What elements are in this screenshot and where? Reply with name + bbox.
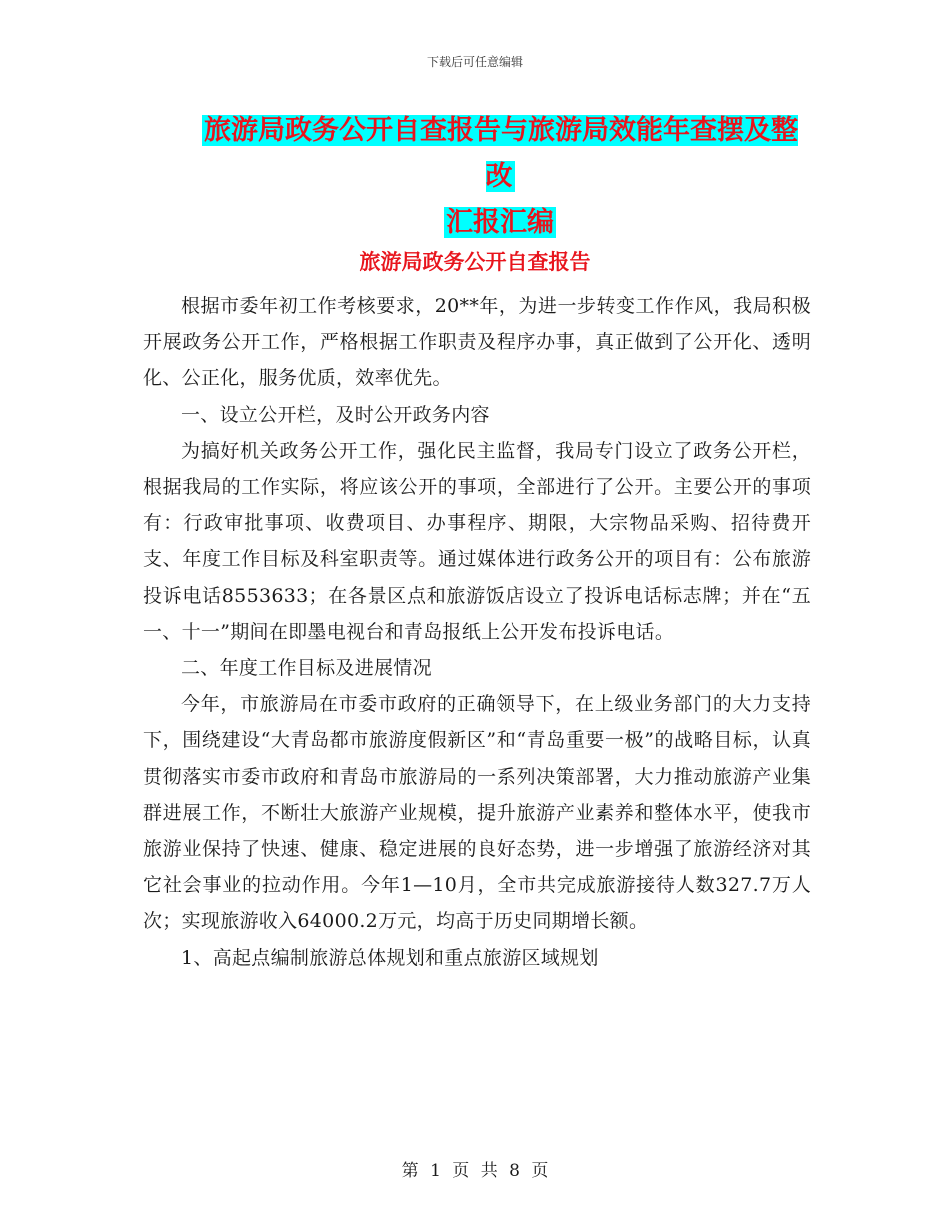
section-heading-2: 二、年度工作目标及进展情况 [181,657,432,680]
section-heading-1: 一、设立公开栏，及时公开政务内容 [181,403,490,426]
body-text [143,288,811,976]
main-title [190,108,810,246]
main-title-line1: 旅游局政务公开自查报告与旅游局效能年查摆及整改 [204,115,798,192]
sub-title: 旅游局政务公开自查报告 [359,250,591,274]
subsection-heading-1: 1、高起点编制旅游总体规划和重点旅游区域规划 [181,946,599,969]
paragraph-disclosure: 为搞好机关政务公开工作，强化民主监督，我局专门设立了政务公开栏，根据我局的工作实际，将应该公开的事项，全部进行了公开。主要公开的事项有：行政审批事项、收费项目、办事程序、期限，大宗物品采购、招待费开支、年度工作目标及科室职责等。通过媒体进行政务公开的项目有：公布旅游投诉电话8553633；在各景区点和旅游饭店设立了投诉电话标志牌；并在“五一、十一”期间在即墨电视台和青岛报纸上公开发布投诉电话。 [143,439,811,643]
main-title-line2: 汇报汇编 [446,207,554,238]
paragraph-progress: 今年，市旅游局在市委市政府的正确领导下，在上级业务部门的大力支持下，围绕建设“大青岛都市旅游度假新区”和“青岛重要一极”的战略目标，认真贯彻落实市委市政府和青岛市旅游局的一系列决策部署，大力推动旅游产业集群进展工作，不断壮大旅游产业规模，提升旅游产业素养和整体水平，使我市旅游业保持了快速、健康、稳定进展的良好态势，进一步增强了旅游经济对其它社会事业的拉动作用。今年1—10月，全市共完成旅游接待人数327.7万人次；实现旅游收入64000.2万元，均高于历史同期增长额。 [143,693,811,933]
page-footer: 第 1 页 共 8 页 [401,1161,549,1181]
header-note: 下载后可任意编辑 [426,55,523,69]
paragraph-intro: 根据市委年初工作考核要求，20**年，为进一步转变工作作风，我局积极开展政务公开工作，严格根据工作职责及程序办事，真正做到了公开化、透明化、公正化，服务优质，效率优先。 [143,295,811,390]
